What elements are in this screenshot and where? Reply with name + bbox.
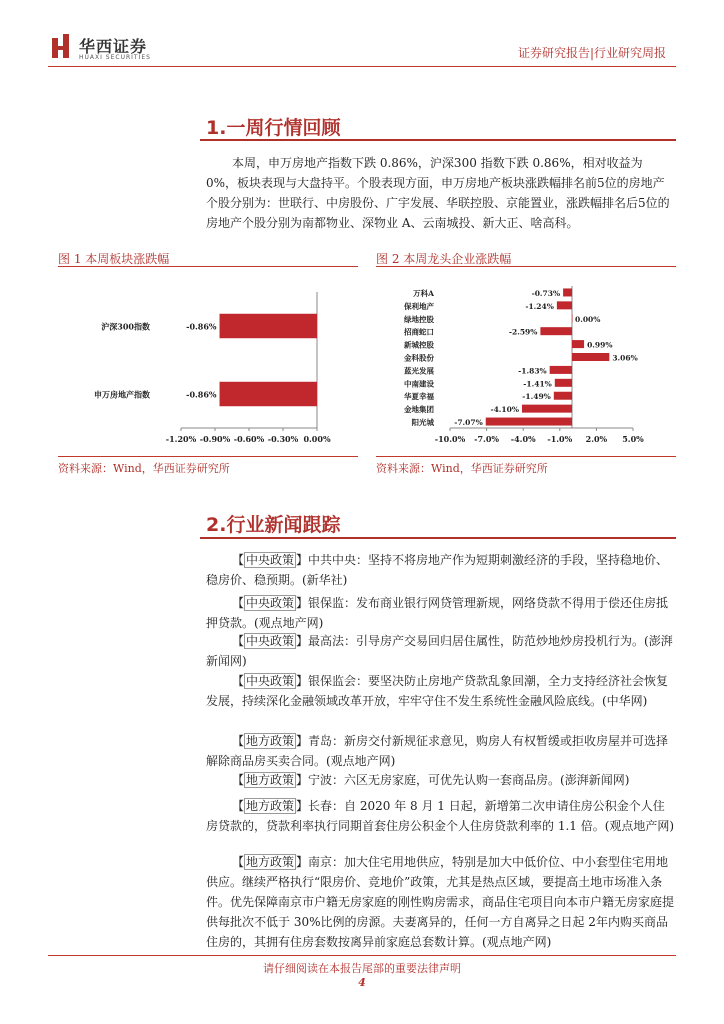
value-label: -1.83% — [518, 366, 547, 376]
x-tick-label: 0.00% — [303, 434, 331, 444]
page-number: 4 — [358, 976, 366, 989]
bar — [563, 288, 572, 296]
value-label: -2.59% — [508, 327, 538, 337]
figure-1-title: 图 1 本周板块涨跌幅 — [58, 252, 170, 266]
bar — [572, 353, 609, 361]
bar — [572, 340, 584, 348]
bar — [220, 314, 317, 338]
news-tag: 地方政策 — [246, 773, 295, 787]
category-label: 新城控股 — [404, 340, 434, 350]
news-item: 【 地方政策 】青岛：新房交付新规征求意见，购房人有权暂缓或拒收房屋并可选择解除商品房买卖合同。(观点地产网) — [206, 734, 669, 768]
section-1-title: 1.一周行情回顾 — [206, 117, 341, 139]
category-label: 金地集团 — [404, 405, 434, 415]
value-label: -4.10% — [490, 405, 519, 415]
news-tag: 中央政策 — [246, 634, 295, 648]
section-1-title-underline — [200, 139, 676, 141]
news-item: 【 中央政策 】中共中央：坚持不将房地产作为短期刺激经济的手段，坚持稳地价、稳房价、稳预期。(新华社) — [206, 553, 669, 587]
category-label: 招商蛇口 — [404, 327, 434, 337]
x-tick-label: -4.0% — [510, 434, 536, 444]
value-label: 0.99% — [587, 340, 613, 350]
bar — [572, 314, 573, 322]
x-tick-label: -0.30% — [267, 434, 299, 444]
bar — [555, 379, 572, 387]
figure-1-source: 资料来源：Wind，华西证券研究所 — [58, 462, 230, 475]
news-text: 中共中央：坚持不将房地产作为短期刺激经济的手段，坚持稳地价、稳房价、稳预期。(新华社) — [206, 553, 669, 587]
figure-1-chart — [58, 270, 358, 455]
figure-2-top-rule — [376, 266, 676, 267]
page-header — [0, 0, 724, 70]
category-label: 中南建设 — [404, 379, 434, 389]
value-label: -1.24% — [525, 301, 554, 311]
value-label: -0.73% — [531, 288, 561, 298]
news-item: 【 中央政策 】银保监：发布商业银行网贷管理新规，网络贷款不得用于偿还住房抵押贷款。(观点地产网) — [206, 596, 669, 630]
value-label: 0.00% — [575, 314, 601, 324]
bar — [557, 301, 572, 309]
news-tag: 中央政策 — [246, 596, 295, 610]
figure-2-chart — [376, 270, 676, 455]
x-tick-label: -1.20% — [165, 434, 197, 444]
news-tag: 地方政策 — [246, 734, 295, 748]
section-2-title: 2.行业新闻跟踪 — [206, 514, 341, 536]
news-text: 长春：自 2020 年 8 月 1 日起，新增第二次申请住房公积金个人住房贷款的，贷款利率执行同期首套住房公积金个人住房贷款利率的 1.1 倍。(观点地产网) — [206, 799, 675, 833]
x-tick-label: -0.90% — [199, 434, 231, 444]
category-label: 申万房地产指数 — [94, 389, 150, 400]
legal-notice: 请仔细阅读在本报告尾部的重要法律声明 — [263, 962, 461, 975]
figure-1-bottom-rule — [58, 456, 358, 457]
market-review-paragraph: 本周，申万房地产指数下跌 0.86%，沪深300 指数下跌 0.86%，相对收益为 0%，板块表现与大盘持平。个股表现方面，申万房地产板块涨跌幅排名前5位的房地产个股分别为：世联行、中房股份、广宇发展、华联控股、京能置业，涨跌幅排名后5位的房地产个股分别为南都物业、深物业 A、云南城投、新大正、啥高科。 — [206, 156, 670, 230]
value-label: -0.86% — [186, 389, 217, 400]
figure-1-top-rule — [58, 266, 358, 267]
news-tag: 中央政策 — [246, 674, 295, 688]
huaxi-logo-icon — [50, 34, 72, 60]
value-label: -7.07% — [454, 418, 483, 428]
news-text: 宁波：六区无房家庭，可优先认购一套商品房。(澎湃新闻网) — [308, 773, 630, 787]
x-tick-label: -1.0% — [547, 434, 573, 444]
category-label: 金科股份 — [404, 353, 434, 363]
x-tick-label: -10.0% — [434, 434, 466, 444]
news-tag: 地方政策 — [246, 855, 295, 869]
category-label: 保利地产 — [404, 301, 434, 311]
x-tick-label: 2.0% — [585, 434, 608, 444]
x-tick-label: -7.0% — [474, 434, 500, 444]
news-item: 【 地方政策 】南京：加大住宅用地供应，特别是加大中低价位、中小套型住宅用地供应。继续严格执行“限房价、竞地价”政策，尤其是热点区域，要提高土地市场准入条件。优先保障南京市户籍无房家庭的刚性购房需求，商品住宅项目向本市户籍无房家庭提供每批次不低于 30%比例的房源。夫妻离异的，任何一方自离异之日起 2年内购买商品住房的，其拥有住房套数按离异前家庭总套数计算。(观点地产网) — [206, 855, 675, 949]
news-item: 【 地方政策 】宁波：六区无房家庭，可优先认购一套商品房。(澎湃新闻网) — [232, 773, 630, 787]
figure-2-title: 图 2 本周龙头企业涨跌幅 — [376, 252, 512, 266]
value-label: 3.06% — [612, 353, 638, 363]
category-label: 万科A — [413, 288, 434, 298]
figure-2-bottom-rule — [376, 456, 676, 457]
news-text: 银保监会：要坚决防止房地产贷款乱象回潮，全力支持经济社会恢复发展，持续深化金融领域改革开放，牢牢守住不发生系统性金融风险底线。(中华网) — [206, 674, 669, 708]
category-label: 华夏幸福 — [404, 392, 434, 402]
section-2-title-underline — [200, 537, 676, 539]
category-label: 沪深300指数 — [101, 321, 150, 332]
category-label: 阳光城 — [411, 418, 434, 428]
x-tick-label: -0.60% — [233, 434, 265, 444]
bar — [554, 392, 572, 400]
logo-chinese-name: 华西证券 — [79, 37, 148, 56]
figure-2-source: 资料来源：Wind，华西证券研究所 — [376, 462, 548, 475]
category-label: 绿地控股 — [404, 314, 434, 324]
bar — [486, 418, 572, 426]
bar — [522, 405, 572, 413]
bar — [550, 366, 572, 374]
logo-english-name: HUAXI SECURITIES — [79, 54, 151, 61]
value-label: -1.41% — [523, 379, 552, 389]
report-type-label: 证券研究报告|行业研究周报 — [517, 46, 666, 60]
news-text: 银保监：发布商业银行网贷管理新规，网络贷款不得用于偿还住房抵押贷款。(观点地产网) — [206, 596, 669, 630]
header-divider — [48, 66, 676, 67]
bar — [220, 382, 317, 406]
value-label: -1.49% — [522, 392, 551, 402]
news-text: 南京：加大住宅用地供应，特别是加大中低价位、中小套型住宅用地供应。继续严格执行“限房价、竞地价”政策，尤其是热点区域，要提高土地市场准入条件。优先保障南京市户籍无房家庭的刚性购房需求，商品住宅项目向本市户籍无房家庭提供每批次不低于 30%比例的房源。夫妻离异的，任何一方自离异之日起 2年内购买商品住房的，其拥有住房套数按离异前家庭总套数计算。(观点地产网) — [206, 855, 675, 949]
news-text: 最高法：引导房产交易回归居住属性，防范炒地炒房投机行为。(澎湃新闻网) — [206, 634, 673, 668]
news-item: 【 中央政策 】最高法：引导房产交易回归居住属性，防范炒地炒房投机行为。(澎湃新闻网) — [206, 634, 673, 668]
news-item: 【 地方政策 】长春：自 2020 年 8 月 1 日起，新增第二次申请住房公积金个人住房贷款的，贷款利率执行同期首套住房公积金个人住房贷款利率的 1.1 倍。(观点地产网) — [206, 799, 675, 833]
x-tick-label: 5.0% — [622, 434, 644, 444]
news-tag: 中央政策 — [246, 553, 295, 567]
news-tag: 地方政策 — [246, 799, 295, 813]
value-label: -0.86% — [186, 321, 217, 332]
bar — [540, 327, 572, 335]
category-label: 蓝光发展 — [404, 366, 434, 376]
news-item: 【 中央政策 】银保监会：要坚决防止房地产贷款乱象回潮，全力支持经济社会恢复发展，持续深化金融领域改革开放，牢牢守住不发生系统性金融风险底线。(中华网) — [206, 674, 669, 708]
footer-divider — [48, 955, 676, 956]
news-text: 青岛：新房交付新规征求意见，购房人有权暂缓或拒收房屋并可选择解除商品房买卖合同。(观点地产网) — [206, 734, 669, 768]
